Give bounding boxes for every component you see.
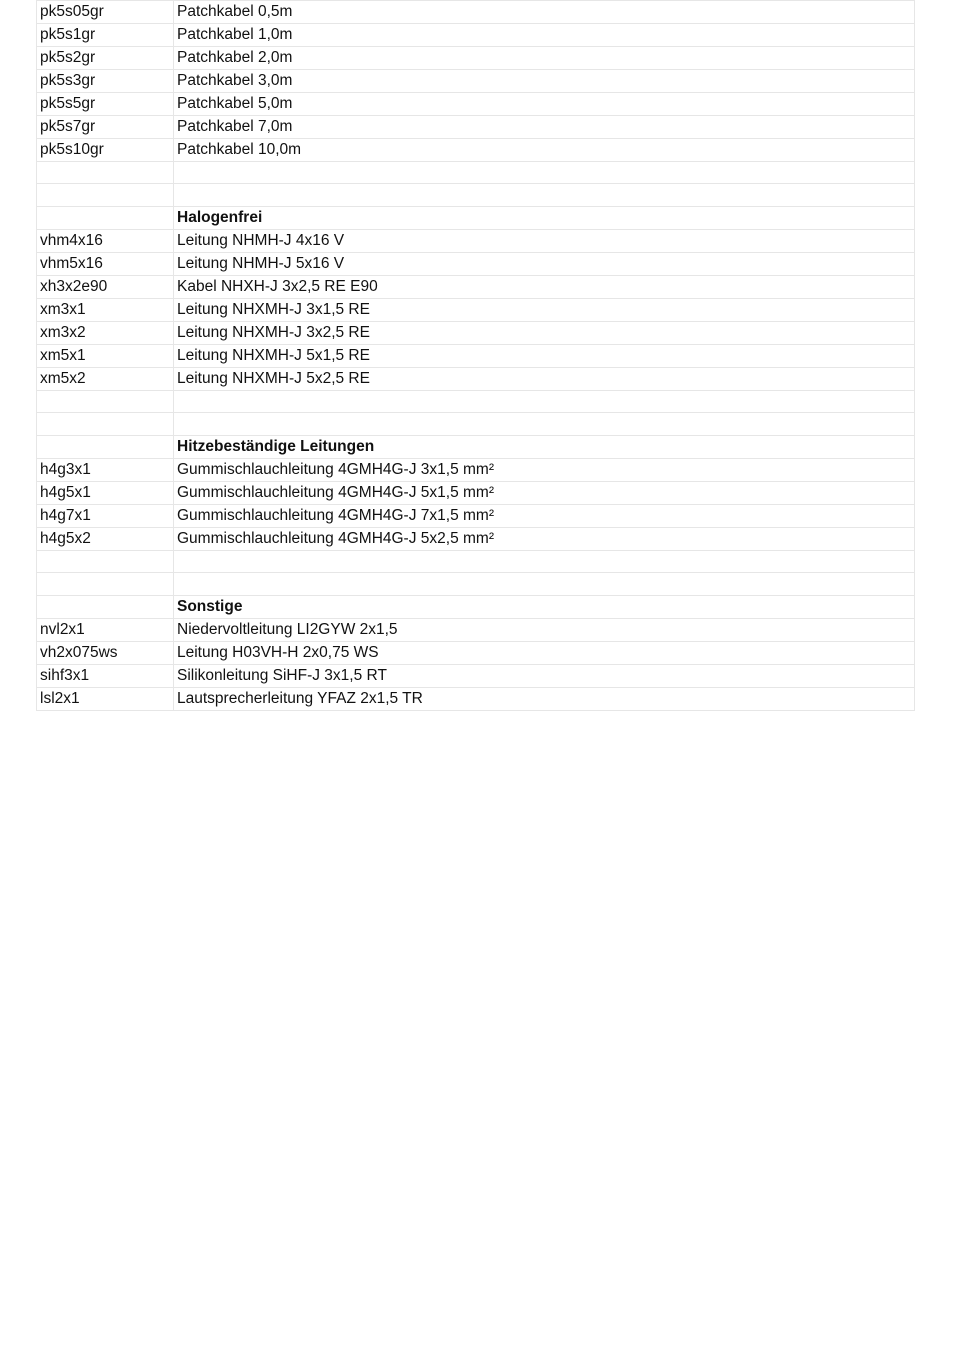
article-code: xm3x2 [37,321,174,344]
table-row [37,298,915,321]
cable-list-body [37,1,915,711]
article-code [37,184,174,206]
article-description: Niedervoltleitung LI2GYW 2x1,5 [174,618,915,641]
article-description: Leitung NHXMH-J 5x1,5 RE [174,344,915,367]
table-row [37,664,915,687]
cable-list-table [36,0,915,711]
table-row [37,252,915,275]
article-code: vhm4x16 [37,229,174,252]
empty-row [37,162,915,184]
article-description [174,390,915,412]
section-title: Sonstige [174,595,915,618]
article-description: Gummischlauchleitung 4GMH4G-J 3x1,5 mm² [174,458,915,481]
article-description: Gummischlauchleitung 4GMH4G-J 5x2,5 mm² [174,527,915,550]
article-description: Patchkabel 7,0m [174,116,915,139]
article-code: lsl2x1 [37,687,174,710]
empty-row [37,390,915,412]
article-description: Patchkabel 10,0m [174,139,915,162]
table-row [37,116,915,139]
table-row [37,47,915,70]
article-code: h4g7x1 [37,504,174,527]
article-code [37,390,174,412]
article-code [37,206,174,229]
table-row [37,481,915,504]
article-description: Silikonleitung SiHF-J 3x1,5 RT [174,664,915,687]
article-description [174,550,915,572]
article-code: vhm5x16 [37,252,174,275]
article-description: Patchkabel 2,0m [174,47,915,70]
table-row [37,24,915,47]
table-row [37,70,915,93]
table-row [37,618,915,641]
section-header-row [37,206,915,229]
table-row [37,93,915,116]
section-header-row [37,595,915,618]
table-row [37,527,915,550]
empty-row [37,550,915,572]
article-description: Lautsprecherleitung YFAZ 2x1,5 TR [174,687,915,710]
article-description: Kabel NHXH-J 3x2,5 RE E90 [174,275,915,298]
article-code: xm5x1 [37,344,174,367]
section-header-row [37,435,915,458]
article-code: nvl2x1 [37,618,174,641]
article-description: Patchkabel 3,0m [174,70,915,93]
table-row [37,687,915,710]
empty-row [37,573,915,595]
article-description: Leitung NHMH-J 4x16 V [174,229,915,252]
article-code [37,573,174,595]
empty-row [37,413,915,435]
article-description [174,573,915,595]
article-code: h4g5x1 [37,481,174,504]
article-description [174,413,915,435]
article-code: vh2x075ws [37,641,174,664]
article-code: xm3x1 [37,298,174,321]
article-description: Gummischlauchleitung 4GMH4G-J 7x1,5 mm² [174,504,915,527]
article-description [174,184,915,206]
article-description: Leitung H03VH-H 2x0,75 WS [174,641,915,664]
article-description: Leitung NHXMH-J 5x2,5 RE [174,367,915,390]
article-code: pk5s10gr [37,139,174,162]
table-row [37,367,915,390]
article-description: Leitung NHXMH-J 3x2,5 RE [174,321,915,344]
article-description: Leitung NHXMH-J 3x1,5 RE [174,298,915,321]
article-code: sihf3x1 [37,664,174,687]
table-row [37,139,915,162]
article-code: pk5s7gr [37,116,174,139]
table-row [37,344,915,367]
article-description: Patchkabel 5,0m [174,93,915,116]
table-row [37,275,915,298]
empty-row [37,184,915,206]
article-description: Gummischlauchleitung 4GMH4G-J 5x1,5 mm² [174,481,915,504]
article-code [37,435,174,458]
article-description: Patchkabel 0,5m [174,1,915,24]
article-code: xm5x2 [37,367,174,390]
article-code: h4g3x1 [37,458,174,481]
table-row [37,229,915,252]
article-code: pk5s1gr [37,24,174,47]
article-code [37,162,174,184]
article-code [37,550,174,572]
table-row [37,504,915,527]
article-code: xh3x2e90 [37,275,174,298]
article-description [174,162,915,184]
article-code [37,595,174,618]
table-row [37,641,915,664]
article-description: Leitung NHMH-J 5x16 V [174,252,915,275]
article-code: pk5s05gr [37,1,174,24]
article-code: h4g5x2 [37,527,174,550]
article-code: pk5s3gr [37,70,174,93]
section-title: Hitzebeständige Leitungen [174,435,915,458]
section-title: Halogenfrei [174,206,915,229]
article-code: pk5s2gr [37,47,174,70]
table-row [37,321,915,344]
article-code [37,413,174,435]
table-row [37,1,915,24]
article-code: pk5s5gr [37,93,174,116]
article-description: Patchkabel 1,0m [174,24,915,47]
table-row [37,458,915,481]
